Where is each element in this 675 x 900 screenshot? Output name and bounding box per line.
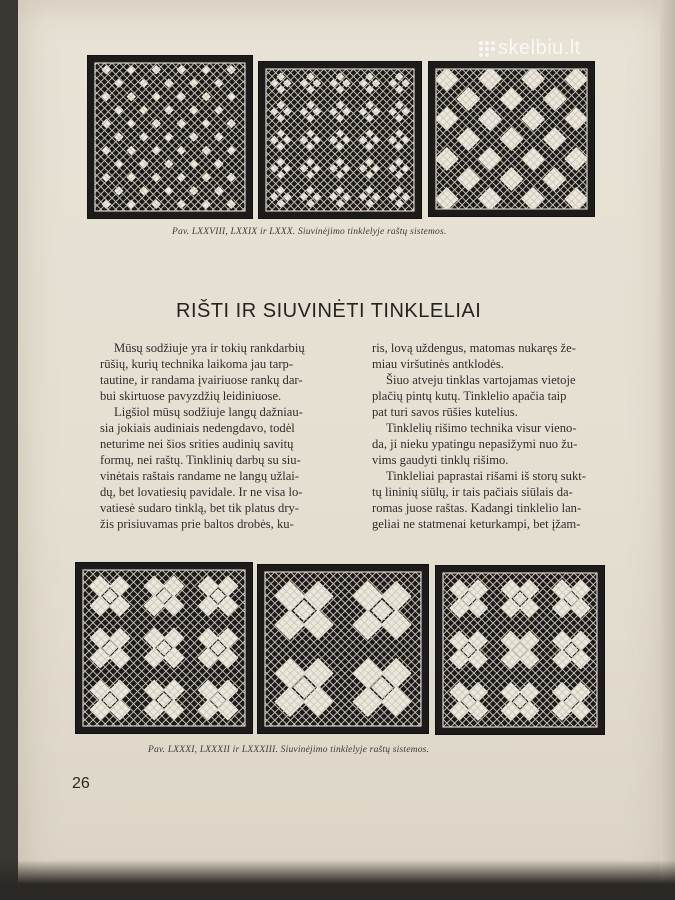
bottom-figure-caption: Pav. LXXXI, LXXXII ir LXXXIII. Siuvinėjimo tinklelyje raštų sistemos. <box>148 745 430 755</box>
text-line: bui skirtuose pavyzdžių leidiniuose. <box>100 389 282 403</box>
figure-lxxxiii <box>436 566 604 734</box>
net-pattern <box>429 62 594 216</box>
text-line: pat turi savos rūšies kutelius. <box>372 405 518 419</box>
text-line: Tinkleliai paprastai rišami iš storų sukt- <box>386 469 586 483</box>
net-pattern <box>76 563 252 733</box>
section-heading: RIŠTI IR SIUVINĖTI TINKLELIAI <box>176 300 482 322</box>
text-line: dų, bet lovatiesių pavidale. Ir ne visa lo- <box>100 485 303 499</box>
net-pattern <box>259 62 421 218</box>
text-line: geliai ne statmenai keturkampi, bet įžam- <box>372 517 581 531</box>
text-line: tų lininių siūlų, ir tais pačiais siūlais da- <box>372 485 573 499</box>
text-line: Mūsų sodžiuje yra ir tokių rankdarbių <box>114 341 305 355</box>
text-column-left <box>100 340 362 532</box>
figure-lxxxi <box>76 563 252 733</box>
net-pattern <box>88 56 252 218</box>
text-line: tautine, ir randama įvairiuose rankų dar- <box>100 373 303 387</box>
background-shadow <box>0 860 675 900</box>
paragraph <box>100 404 362 532</box>
paragraph <box>372 468 622 532</box>
text-line: plačių pintų kutų. Tinklelio apačia taip <box>372 389 567 403</box>
net-pattern <box>436 566 604 734</box>
text-line: žis prisiuvamas prie baltos drobės, ku- <box>100 517 294 531</box>
paragraph <box>372 340 622 372</box>
text-line: rūšių, kurių technika laikoma jau tarp- <box>100 357 294 371</box>
figure-lxxix <box>259 62 421 218</box>
text-line: Tinklelių rišimo technika visur vieno- <box>386 421 577 435</box>
net-pattern <box>258 565 428 733</box>
figure-lxxxii <box>258 565 428 733</box>
text-line: vims gaudyti tinklų rišimo. <box>372 453 509 467</box>
text-line: ris, lovą uždengus, matomas nukaręs že- <box>372 341 576 355</box>
text-column-right <box>372 340 622 532</box>
text-line: vinėtais raštais randame ne langų užlai- <box>100 469 299 483</box>
text-line: romas juose raštas. Kadangi tinklelio lan- <box>372 501 582 515</box>
text-line: miau viršutinės antklodės. <box>372 357 504 371</box>
paragraph <box>100 340 362 404</box>
text-line: neturime nei šios srities audinių savitų <box>100 437 294 451</box>
figure-lxxviii <box>88 56 252 218</box>
watermark-text: skelbiu.lt <box>498 37 581 59</box>
top-figure-caption: Pav. LXXVIII, LXXIX ir LXXX. Siuvinėjimo tinklelyje raštų sistemos. <box>172 227 447 237</box>
text-line: formų, nei raštų. Tinklinių darbų su siu- <box>100 453 301 467</box>
figure-lxxx <box>429 62 594 216</box>
text-line: Ligšiol mūsų sodžiuje langų dažniau- <box>114 405 303 419</box>
page-number: 26 <box>72 775 90 792</box>
dot-grid-logo-icon <box>478 40 496 58</box>
paragraph <box>372 372 622 420</box>
text-line: sia jokiais audiniais nedengdavo, todėl <box>100 421 295 435</box>
text-line: vatiesė sudaro tinklą, bet tik platus dry- <box>100 501 300 515</box>
text-line: da, ji nieku ypatingu nepasižymi nuo žu- <box>372 437 578 451</box>
page-edge <box>660 0 675 900</box>
text-line: Šiuo atveju tinklas vartojamas vietoje <box>386 373 576 387</box>
paragraph <box>372 420 622 468</box>
